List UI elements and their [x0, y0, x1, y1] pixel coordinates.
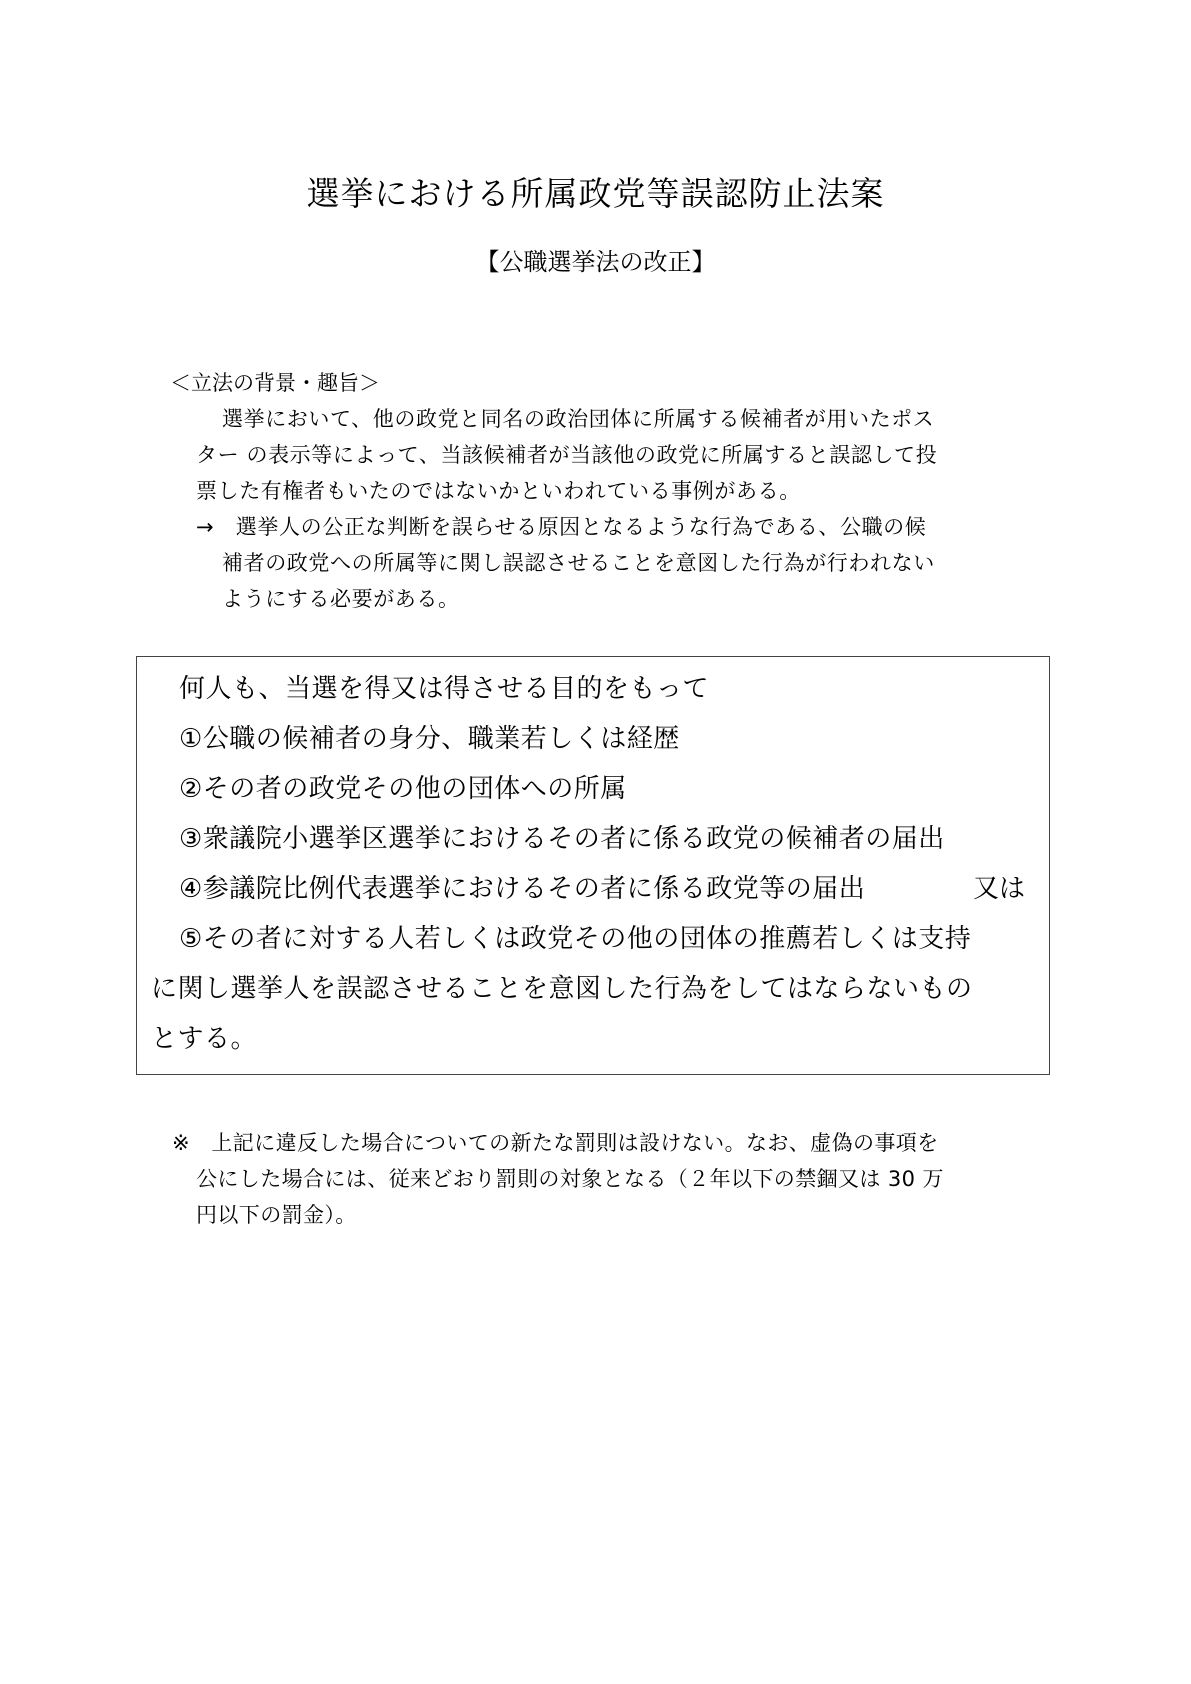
provision-item: ①公職の候補者の身分、職業若しくは経歴 [179, 724, 680, 754]
background-heading: ＜立法の背景・趣旨＞ [170, 371, 380, 395]
provision-item: ⑤その者に対する人若しくは政党その他の団体の推薦若しくは支持 [179, 924, 972, 954]
background-line: ター の表示等によって、当該候補者が当該他の政党に所属すると誤認して投 [196, 443, 938, 467]
document-title: 選挙における所属政党等誤認防止法案 [306, 174, 885, 213]
provision-box [136, 656, 1050, 1075]
background-line: 選挙において、他の政党と同名の政治団体に所属する候補者が用いたポス [222, 407, 935, 431]
provision-closing-line: に関し選挙人を誤認させることを意図した行為をしてはならないもの [151, 974, 973, 1004]
footnote-line: ※ 上記に違反した場合についての新たな罰則は設けない。なお、虚偽の事項を [172, 1131, 939, 1155]
provision-item: ③衆議院小選挙区選挙におけるその者に係る政党の候補者の届出 [179, 824, 945, 854]
provision-item: ②その者の政党その他の団体への所属 [179, 774, 627, 804]
document-subtitle: 【公職選挙法の改正】 [475, 248, 716, 276]
footnote-line: 公にした場合には、従来どおり罰則の対象となる（２年以下の禁錮又は 30 万 [196, 1167, 944, 1191]
provision-item: ④参議院比例代表選挙におけるその者に係る政党等の届出 [179, 874, 866, 904]
background-line: 補者の政党への所属等に関し誤認させることを意図した行為が行われない [222, 551, 935, 575]
background-line: 票した有権者もいたのではないかといわれている事例がある。 [196, 479, 801, 503]
provision-closing-line: とする。 [151, 1024, 258, 1054]
footnote-line: 円以下の罰金）。 [196, 1203, 357, 1227]
provision-conjunction: 又は [973, 874, 1026, 904]
background-line: ようにする必要がある。 [222, 587, 460, 611]
background-line: → 選挙人の公正な判断を誤らせる原因となるような行為である、公職の候 [196, 515, 927, 539]
provision-intro: 何人も、当選を得又は得させる目的をもって [179, 674, 710, 704]
